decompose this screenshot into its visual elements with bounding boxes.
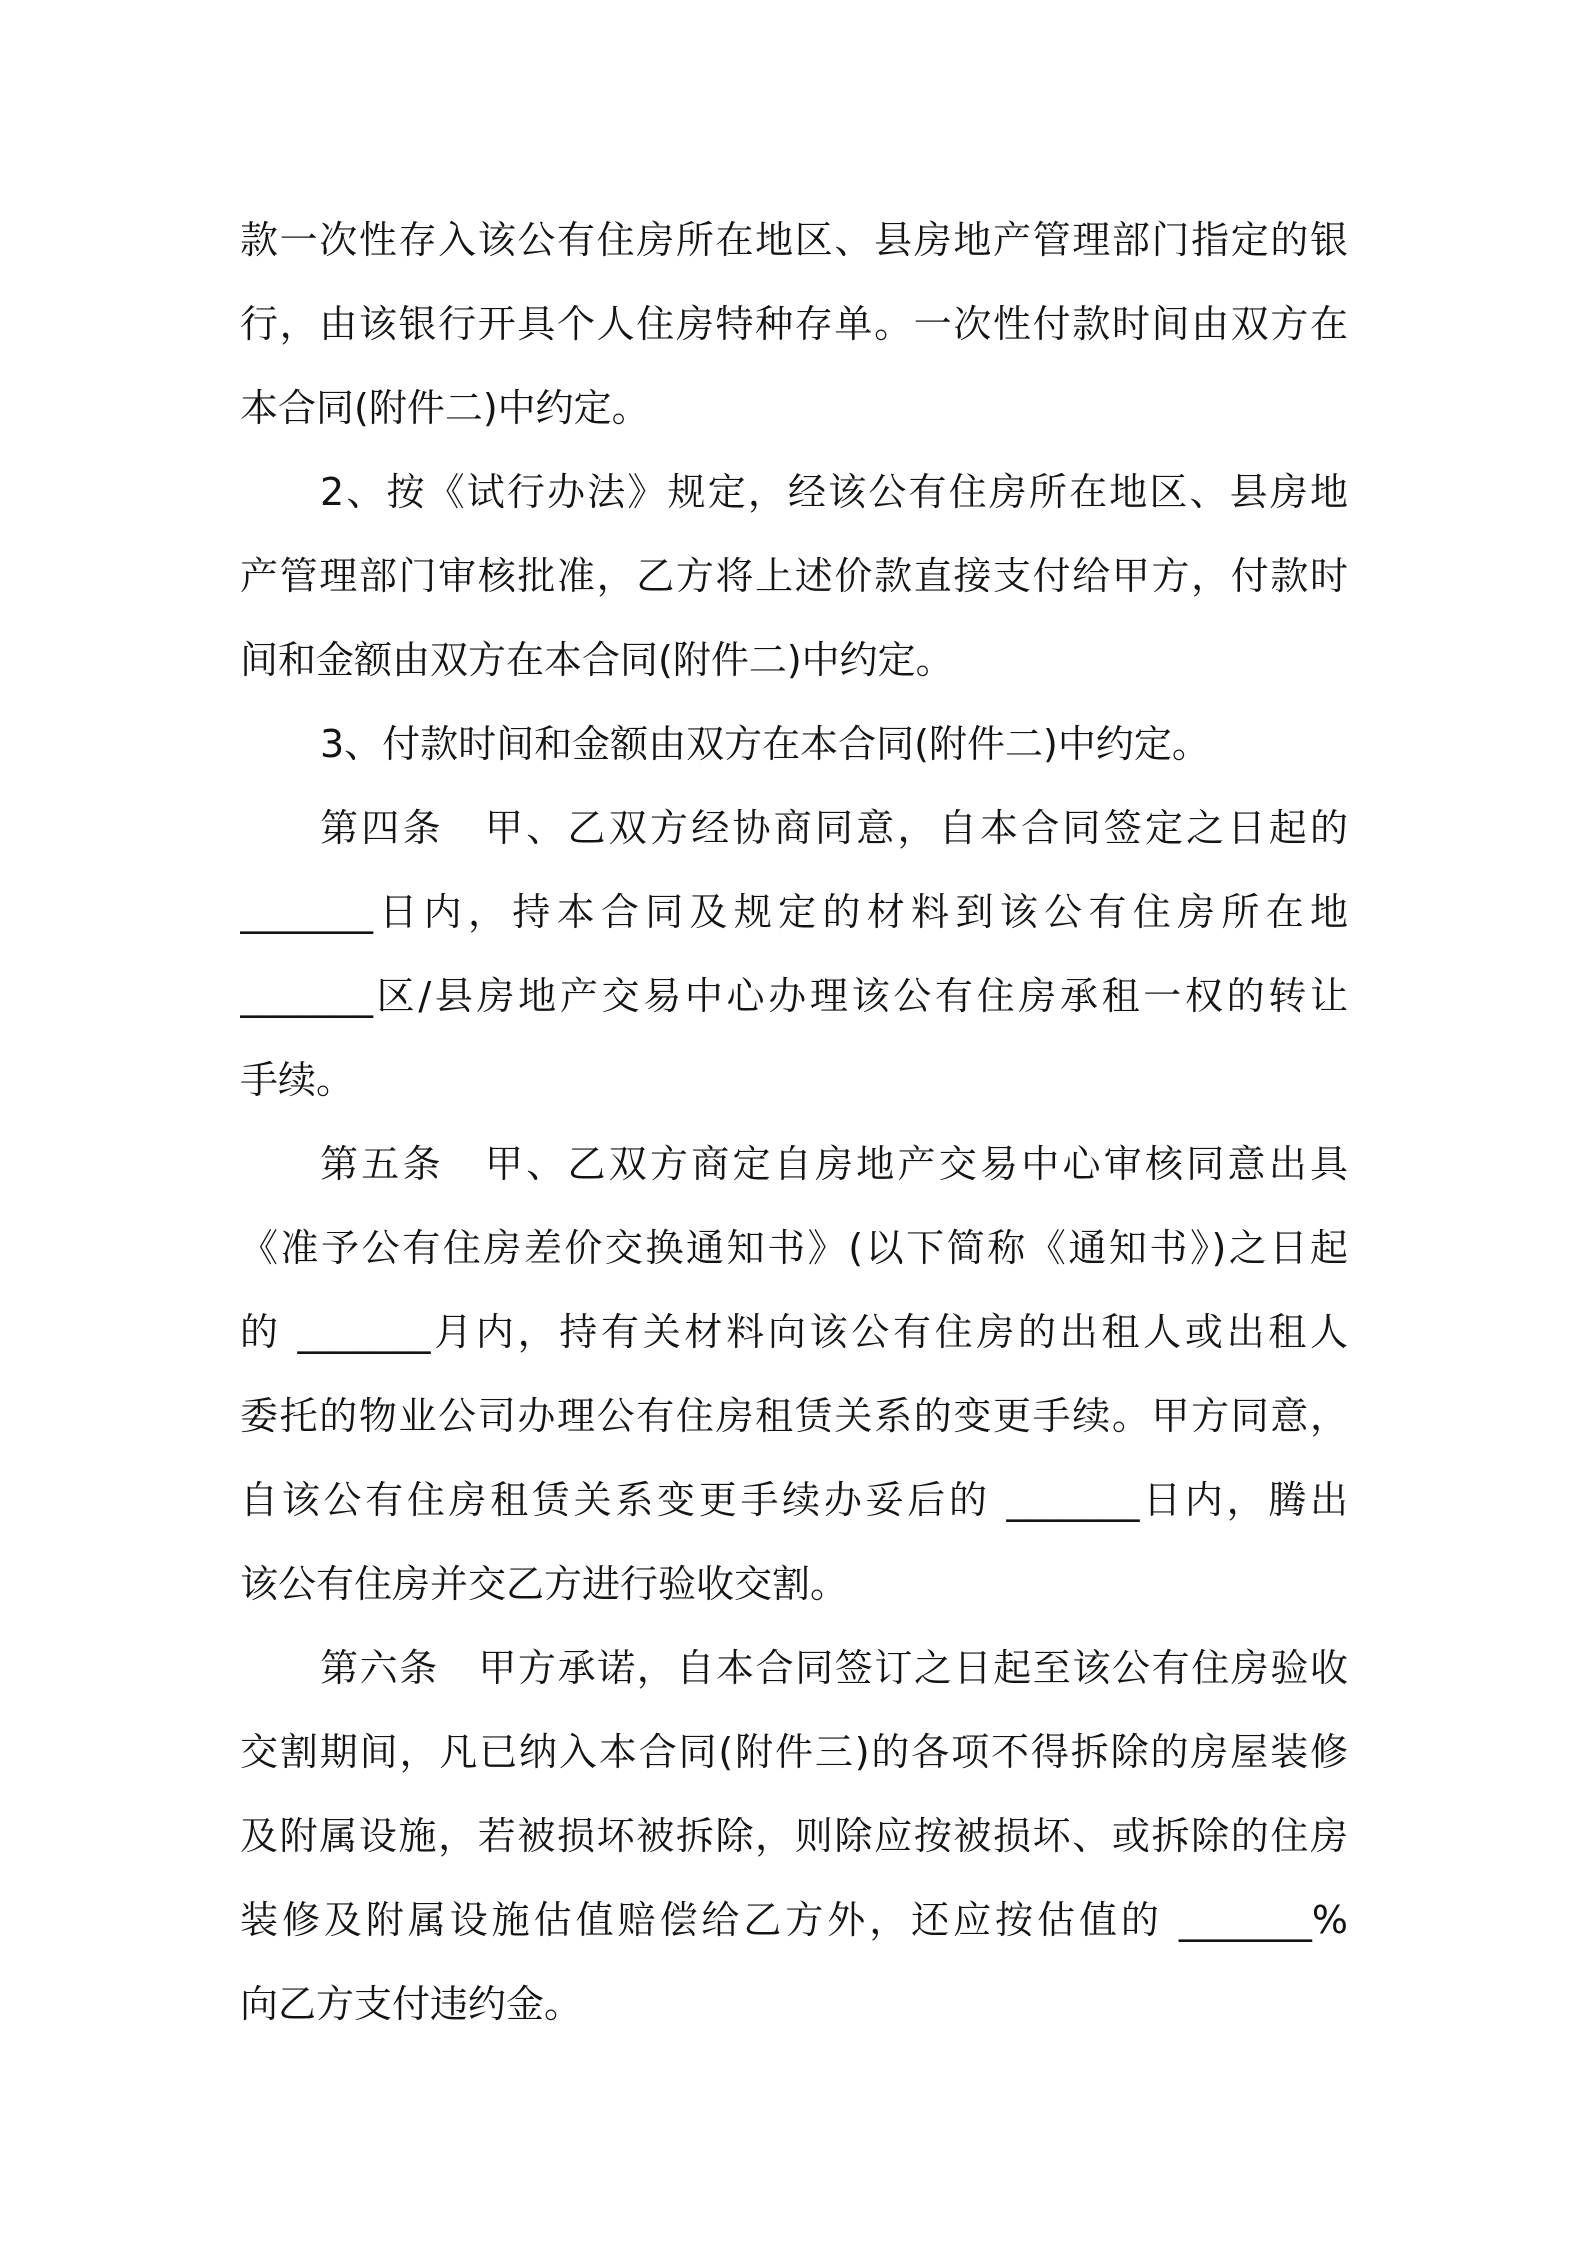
article-6 [240,1626,1348,2046]
text-line: _______区/县房地产交易中心办理该公有住房承租一权的转让 [240,974,1348,1018]
text-line: 装修及附属设施估值赔偿给乙方外，还应按估值的 _______% [240,1898,1348,1942]
text-line: 2、按《试行办法》规定，经该公有住房所在地区、县房地 [320,470,1348,514]
text-line: 自该公有住房租赁关系变更手续办妥后的 _______日内，腾出 [240,1478,1348,1522]
text-line: 间和金额由双方在本合同(附件二)中约定。 [240,638,954,682]
text-line: 的 _______月内，持有关材料向该公有住房的出租人或出租人 [240,1310,1348,1354]
text-line: 行，由该银行开具个人住房特种存单。一次性付款时间由双方在 [240,302,1348,346]
text-line: 第四条 甲、乙双方经协商同意，自本合同签定之日起的 [320,806,1348,850]
paragraph-1 [240,198,1348,450]
document-body [240,198,1348,2046]
text-line: 第六条 甲方承诺，自本合同签订之日起至该公有住房验收 [320,1646,1348,1690]
text-line: 委托的物业公司办理公有住房租赁关系的变更手续。甲方同意， [240,1394,1348,1438]
text-line: 《准予公有住房差价交换通知书》(以下简称《通知书》)之日起 [240,1226,1348,1270]
text-line: 手续。 [240,1058,355,1102]
text-line: 第五条 甲、乙双方商定自房地产交易中心审核同意出具 [320,1142,1348,1186]
text-line: 款一次性存入该公有住房所在地区、县房地产管理部门指定的银 [240,218,1348,262]
text-line: 交割期间，凡已纳入本合同(附件三)的各项不得拆除的房屋装修 [240,1730,1348,1774]
article-4 [240,786,1348,1122]
paragraph-3 [240,702,1348,786]
text-line: 及附属设施，若被损坏被拆除，则除应按被损坏、或拆除的住房 [240,1814,1348,1858]
text-line: 本合同(附件二)中约定。 [240,386,650,430]
text-line: 3、付款时间和金额由双方在本合同(附件二)中约定。 [320,722,1210,766]
paragraph-2 [240,450,1348,702]
text-line: 产管理部门审核批准，乙方将上述价款直接支付给甲方，付款时 [240,554,1348,598]
text-line: 向乙方支付违约金。 [240,1982,583,2026]
article-5 [240,1122,1348,1626]
text-line: 该公有住房并交乙方进行验收交割。 [240,1562,849,1606]
text-line: _______日内，持本合同及规定的材料到该公有住房所在地 [240,890,1348,934]
